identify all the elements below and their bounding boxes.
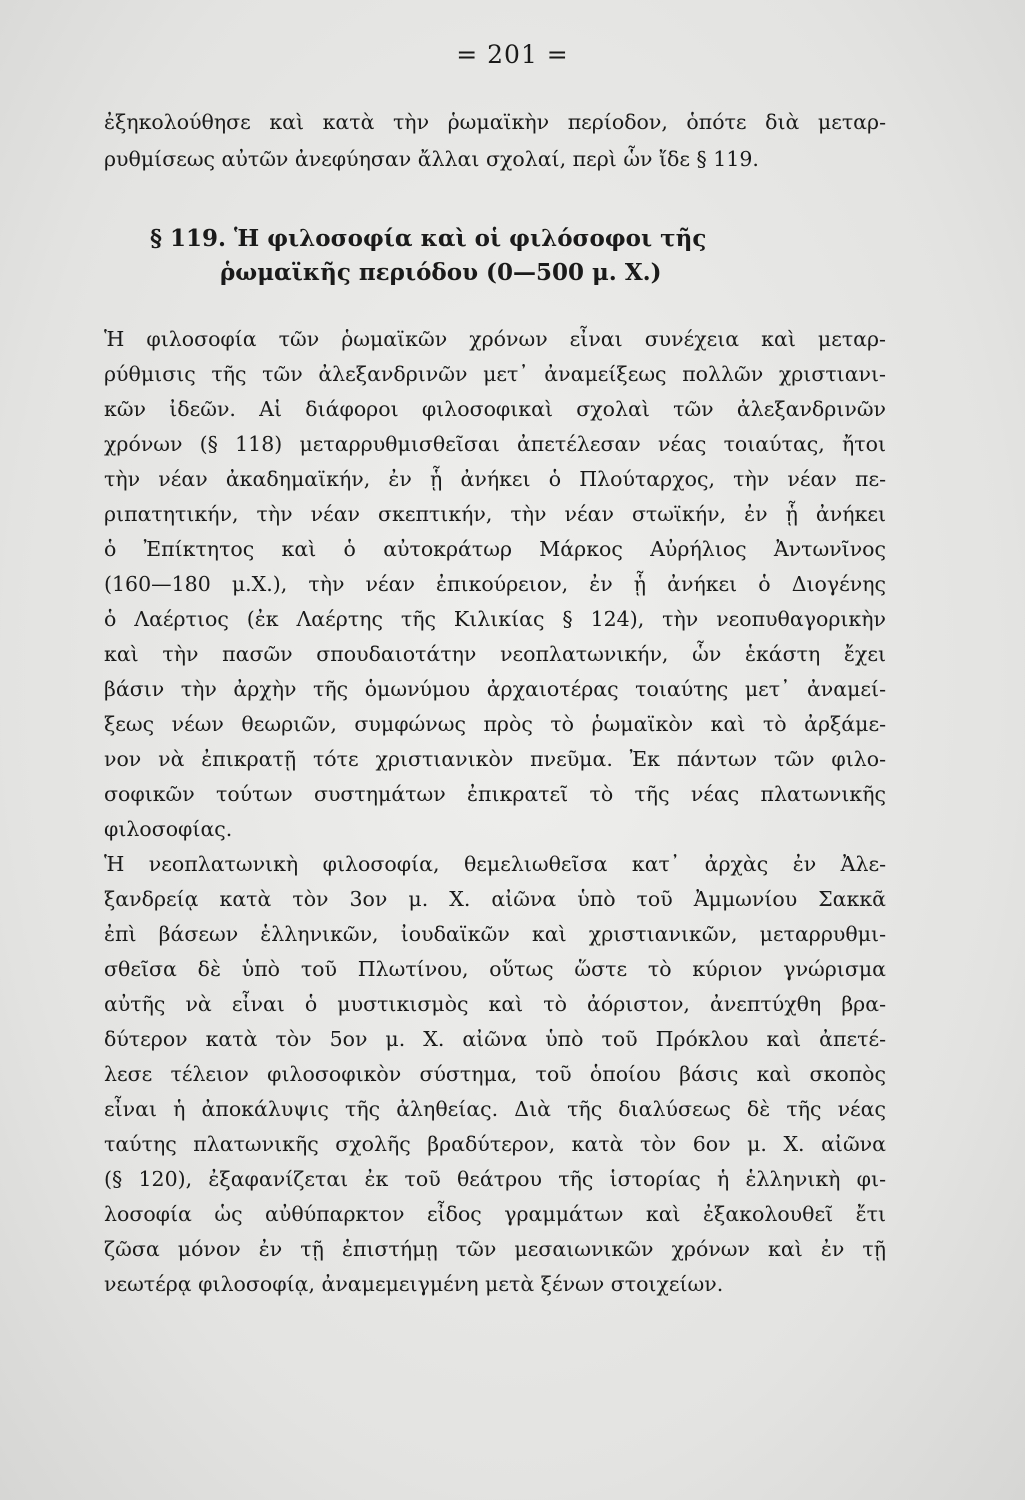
paragraph-1-line: σοφικῶν τούτων συστημάτων ἐπικρατεῖ τὸ τῆς νέας πλατωνικῆς	[104, 782, 886, 806]
paragraph-1-line: ριπατητικήν, τὴν νέαν σκεπτικήν, τὴν νέαν στωϊκήν, ἐν ᾗ ἀνήκει	[104, 502, 886, 526]
paragraph-2-line: λεσε τέλειον φιλοσοφικὸν σύστημα, τοῦ ὁποίου βάσις καὶ σκοπὸς	[104, 1062, 886, 1086]
section-heading-line-1: § 119. Ἡ φιλοσοφία καὶ οἱ φιλόσοφοι τῆς	[150, 225, 707, 252]
paragraph-1-line: βάσιν τὴν ἀρχὴν τῆς ὁμωνύμου ἀρχαιοτέρας τοιαύτης μετ᾽ ἀναμεί-	[104, 677, 886, 701]
section-heading-line-2: ῥωμαϊκῆς περιόδου (0—500 μ. Χ.)	[220, 259, 662, 286]
paragraph-1-line: τὴν νέαν ἀκαδημαϊκήν, ἐν ᾗ ἀνήκει ὁ Πλούταρχος, τὴν νέαν πε-	[104, 467, 886, 491]
paragraph-1-line: ὁ Ἐπίκτητος καὶ ὁ αὐτοκράτωρ Μάρκος Αὐρήλιος Ἀντωνῖνος	[104, 537, 886, 561]
paragraph-1-line: (160—180 μ.Χ.), τὴν νέαν ἐπικούρειον, ἐν ᾗ ἀνήκει ὁ Διογένης	[104, 572, 886, 596]
paragraph-1-line: Ἡ φιλοσοφία τῶν ῥωμαϊκῶν χρόνων εἶναι συνέχεια καὶ μεταρ-	[104, 327, 886, 351]
paragraph-2-line: ταύτης πλατωνικῆς σχολῆς βραδύτερον, κατὰ τὸν 6ον μ. Χ. αἰῶνα	[104, 1132, 886, 1156]
paragraph-1-line: ρύθμισις τῆς τῶν ἀλεξανδρινῶν μετ᾽ ἀναμείξεως πολλῶν χριστιανι-	[104, 362, 886, 386]
intro-line-1: ἐξηκολούθησε καὶ κατὰ τὴν ῥωμαϊκὴν περίοδον, ὁπότε διὰ μεταρ-	[104, 110, 886, 134]
paragraph-2-line: Ἡ νεοπλατωνικὴ φιλοσοφία, θεμελιωθεῖσα κατ᾽ ἀρχὰς ἐν Ἀλε-	[104, 852, 886, 876]
paragraph-1-line: ὁ Λαέρτιος (ἐκ Λαέρτης τῆς Κιλικίας § 124), τὴν νεοπυθαγορικὴν	[104, 607, 886, 631]
paragraph-2-line: ξανδρείᾳ κατὰ τὸν 3ον μ. Χ. αἰῶνα ὑπὸ τοῦ Ἀμμωνίου Σακκᾶ	[104, 887, 886, 911]
paragraph-2-line: (§ 120), ἐξαφανίζεται ἐκ τοῦ θεάτρου τῆς ἱστορίας ἡ ἑλληνικὴ φι-	[104, 1167, 886, 1191]
paragraph-2-line: εἶναι ἡ ἀποκάλυψις τῆς ἀληθείας. Διὰ τῆς διαλύσεως δὲ τῆς νέας	[104, 1097, 886, 1121]
paragraph-2-line: δύτερον κατὰ τὸν 5ον μ. Χ. αἰῶνα ὑπὸ τοῦ Πρόκλου καὶ ἀπετέ-	[104, 1027, 886, 1051]
intro-line-2: ρυθμίσεως αὐτῶν ἀνεφύησαν ἄλλαι σχολαί, περὶ ὧν ἴδε § 119.	[104, 147, 759, 171]
paragraph-2-line: αὐτῆς νὰ εἶναι ὁ μυστικισμὸς καὶ τὸ ἀόριστον, ἀνεπτύχθη βρα-	[104, 992, 886, 1016]
paragraph-1-line: κῶν ἰδεῶν. Αἱ διάφοροι φιλοσοφικαὶ σχολαὶ τῶν ἀλεξανδρινῶν	[104, 397, 886, 421]
paragraph-2-line: ζῶσα μόνον ἐν τῇ ἐπιστήμῃ τῶν μεσαιωνικῶν χρόνων καὶ ἐν τῇ	[104, 1237, 886, 1261]
page-number: = 201 =	[456, 40, 569, 69]
paragraph-2-line: νεωτέρᾳ φιλοσοφίᾳ, ἀναμεμειγμένη μετὰ ξένων στοιχείων.	[104, 1272, 724, 1296]
paragraph-1-line: νον νὰ ἐπικρατῇ τότε χριστιανικὸν πνεῦμα. Ἐκ πάντων τῶν φιλο-	[104, 747, 886, 771]
paragraph-1-line: φιλοσοφίας.	[104, 817, 233, 841]
paragraph-1-line: καὶ τὴν πασῶν σπουδαιοτάτην νεοπλατωνικήν, ὧν ἑκάστη ἔχει	[104, 642, 886, 666]
paragraph-1-line: ξεως νέων θεωριῶν, συμφώνως πρὸς τὸ ῥωμαϊκὸν καὶ τὸ ἀρξάμε-	[104, 712, 886, 736]
paragraph-2-line: ἐπὶ βάσεων ἑλληνικῶν, ἰουδαϊκῶν καὶ χριστιανικῶν, μεταρρυθμι-	[104, 922, 886, 946]
paragraph-2-line: λοσοφία ὡς αὐθύπαρκτον εἶδος γραμμάτων καὶ ἐξακολουθεῖ ἔτι	[104, 1202, 886, 1226]
paragraph-1-line: χρόνων (§ 118) μεταρρυθμισθεῖσαι ἀπετέλεσαν νέας τοιαύτας, ἤτοι	[104, 432, 886, 456]
paragraph-2-line: σθεῖσα δὲ ὑπὸ τοῦ Πλωτίνου, οὕτως ὥστε τὸ κύριον γνώρισμα	[104, 957, 886, 981]
